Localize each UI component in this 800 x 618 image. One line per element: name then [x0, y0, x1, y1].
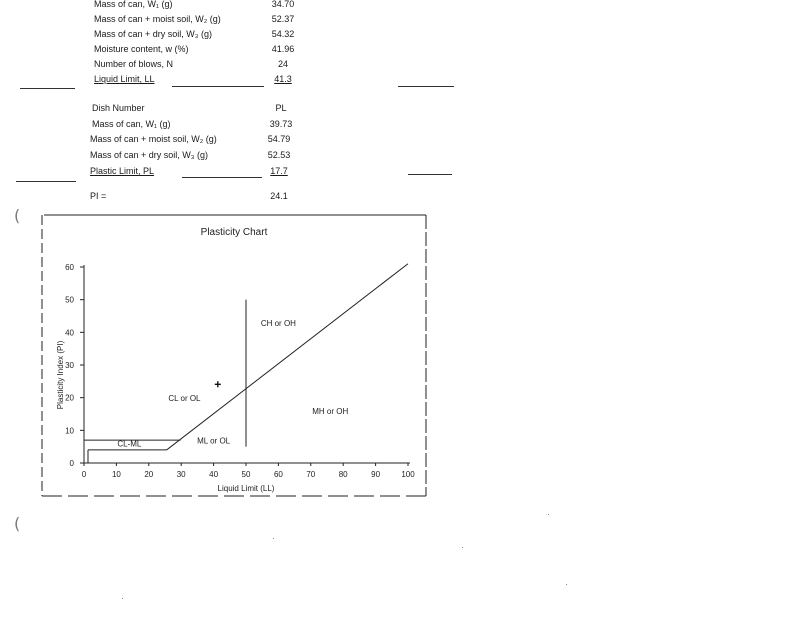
- liquid-limit-value: 41.3: [274, 74, 292, 84]
- pi-value: 24.1: [270, 191, 288, 201]
- y-tick-label: 40: [65, 328, 74, 338]
- divider: [172, 86, 264, 87]
- pl-row-dry-mass: [90, 149, 330, 162]
- divider: [16, 181, 76, 182]
- zone-label: CL or OL: [168, 393, 201, 403]
- divider: [398, 86, 454, 87]
- punch-hole-mark: (: [14, 514, 21, 533]
- pl-row-moist-mass: [90, 133, 330, 146]
- liquid-limit-row: [94, 73, 334, 86]
- y-tick-label: 50: [65, 295, 74, 305]
- ll-row-label: Number of blows, N: [94, 59, 174, 69]
- x-tick-label: 20: [144, 470, 154, 479]
- plasticity-chart-svg: [36, 210, 428, 500]
- divider: [408, 174, 452, 175]
- pl-header-row: [92, 102, 332, 115]
- ll-row-label: Mass of can + moist soil, W₂ (g): [94, 14, 221, 24]
- pl-row-label: Mass of can, W₁ (g): [92, 119, 171, 129]
- ll-row-moist-mass: [94, 13, 334, 26]
- divider: [182, 177, 262, 178]
- ll-row-can-mass: [94, 0, 334, 11]
- pl-row-value: 52.53: [267, 150, 291, 160]
- ll-row-dry-mass: [94, 28, 334, 41]
- zone-label: CH or OH: [260, 318, 296, 328]
- liquid-limit-label: Liquid Limit, LL: [94, 74, 155, 84]
- scan-speck: [462, 547, 463, 548]
- ll-row-value: 24: [277, 59, 288, 69]
- pl-row-label: Mass of can + dry soil, W₃ (g): [90, 150, 208, 160]
- y-axis-label: Plasticity Index (PI): [56, 340, 65, 410]
- pl-row-value: 54.79: [267, 134, 291, 144]
- x-tick-label: 100: [401, 470, 415, 479]
- x-tick-label: 80: [338, 470, 348, 479]
- ll-row-value: 34.70: [271, 0, 295, 9]
- ll-row-label: Mass of can, W₁ (g): [94, 0, 173, 9]
- x-tick-label: 40: [209, 470, 219, 479]
- zone-label: CL-ML: [117, 439, 142, 449]
- y-tick-label: 20: [65, 393, 74, 403]
- plasticity-chart: [36, 210, 428, 500]
- ll-row-moisture: [94, 43, 334, 56]
- x-tick-label: 60: [273, 470, 283, 479]
- a-line: [167, 264, 408, 450]
- x-tick-label: 0: [81, 470, 87, 479]
- chart-title: Plasticity Chart: [200, 227, 268, 238]
- ll-row-blows: [94, 58, 334, 71]
- zone-label: MH or OH: [312, 407, 349, 416]
- pi-label: PI =: [90, 191, 107, 201]
- pl-row-value: 39.73: [269, 119, 293, 129]
- x-tick-label: 70: [306, 470, 316, 479]
- scan-speck: [548, 514, 549, 515]
- ll-row-label: Mass of can + dry soil, W₃ (g): [94, 29, 212, 39]
- y-tick-label: 60: [65, 263, 74, 272]
- dish-number-label: Dish Number: [92, 103, 145, 113]
- dish-number-value: PL: [275, 103, 287, 113]
- pl-row-label: Mass of can + moist soil, W₂ (g): [90, 134, 217, 144]
- x-tick-label: 50: [241, 470, 251, 479]
- ll-row-label: Moisture content, w (%): [94, 44, 189, 54]
- x-axis-label: Liquid Limit (LL): [217, 484, 275, 493]
- ll-row-value: 52.37: [271, 14, 295, 24]
- y-tick-label: 0: [69, 459, 74, 468]
- scan-speck: [566, 584, 567, 585]
- plastic-limit-value: 17.7: [270, 166, 288, 176]
- pl-row-can-mass: [92, 118, 332, 131]
- ll-row-value: 54.32: [271, 29, 295, 39]
- divider: [20, 88, 75, 89]
- scan-speck: [273, 538, 274, 539]
- x-tick-label: 10: [111, 470, 121, 479]
- punch-hole-mark: (: [14, 206, 21, 225]
- scan-speck: [122, 598, 123, 599]
- pi-row: [90, 190, 330, 203]
- data-point: [215, 381, 221, 387]
- plastic-limit-label: Plastic Limit, PL: [90, 166, 155, 176]
- y-tick-label: 30: [65, 361, 74, 370]
- ll-row-value: 41.96: [271, 44, 295, 54]
- x-tick-label: 30: [176, 470, 186, 479]
- zone-label: ML or OL: [197, 436, 231, 446]
- y-tick-label: 10: [65, 426, 74, 436]
- x-tick-label: 90: [371, 470, 381, 479]
